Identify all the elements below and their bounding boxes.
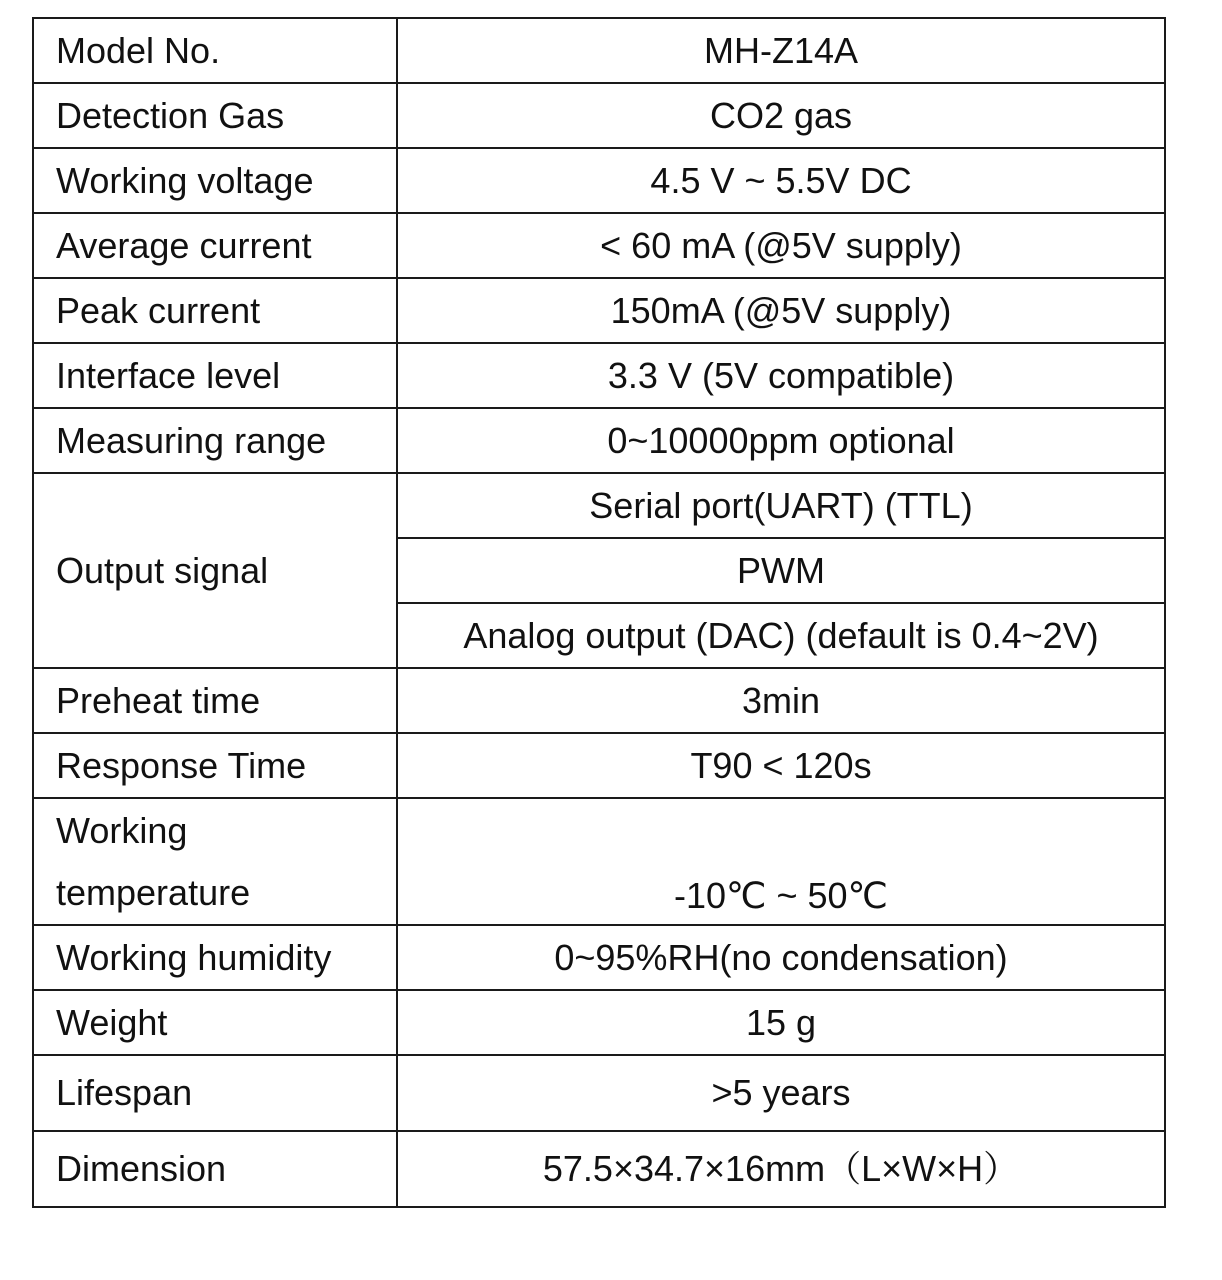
table-row [33, 18, 1165, 83]
table-row [33, 798, 1165, 925]
row-value: 0~95%RH(no condensation) [397, 925, 1165, 990]
row-value: CO2 gas [397, 83, 1165, 148]
row-label: Dimension [33, 1131, 397, 1207]
row-value: 150mA (@5V supply) [397, 278, 1165, 343]
table-row [33, 1055, 1165, 1131]
table-row [33, 925, 1165, 990]
row-label: Peak current [33, 278, 397, 343]
row-label: Working voltage [33, 148, 397, 213]
table-row [33, 668, 1165, 733]
row-value: 4.5 V ~ 5.5V DC [397, 148, 1165, 213]
row-label-line: temperature [56, 871, 251, 913]
row-label: Measuring range [33, 408, 397, 473]
table-row [33, 1131, 1165, 1207]
row-label: Response Time [33, 733, 397, 798]
table-row [33, 148, 1165, 213]
row-value: 15 g [397, 990, 1165, 1055]
table-row [33, 83, 1165, 148]
row-label: Interface level [33, 343, 397, 408]
row-label: Output signal [33, 473, 397, 668]
table-row [33, 343, 1165, 408]
row-label-line: Working [56, 809, 188, 851]
row-label [33, 798, 397, 925]
specification-table [32, 17, 1166, 1208]
table-row [33, 990, 1165, 1055]
row-value: 0~10000ppm optional [397, 408, 1165, 473]
table-row [33, 213, 1165, 278]
table-row [33, 473, 1165, 538]
row-value: PWM [397, 538, 1165, 603]
row-label: Preheat time [33, 668, 397, 733]
row-value: Analog output (DAC) (default is 0.4~2V) [397, 603, 1165, 668]
table-row [33, 278, 1165, 343]
row-value: -10℃ ~ 50℃ [397, 798, 1165, 925]
row-value: T90 < 120s [397, 733, 1165, 798]
row-label: Detection Gas [33, 83, 397, 148]
row-label: Weight [33, 990, 397, 1055]
row-label: Average current [33, 213, 397, 278]
row-value: Serial port(UART) (TTL) [397, 473, 1165, 538]
table-row [33, 733, 1165, 798]
row-value: 3.3 V (5V compatible) [397, 343, 1165, 408]
row-label: Model No. [33, 18, 397, 83]
table-row [33, 408, 1165, 473]
row-label: Working humidity [33, 925, 397, 990]
row-value: 57.5×34.7×16mm（L×W×H） [397, 1131, 1165, 1207]
row-value: < 60 mA (@5V supply) [397, 213, 1165, 278]
row-value: MH-Z14A [397, 18, 1165, 83]
row-value: >5 years [397, 1055, 1165, 1131]
row-label: Lifespan [33, 1055, 397, 1131]
row-value: 3min [397, 668, 1165, 733]
